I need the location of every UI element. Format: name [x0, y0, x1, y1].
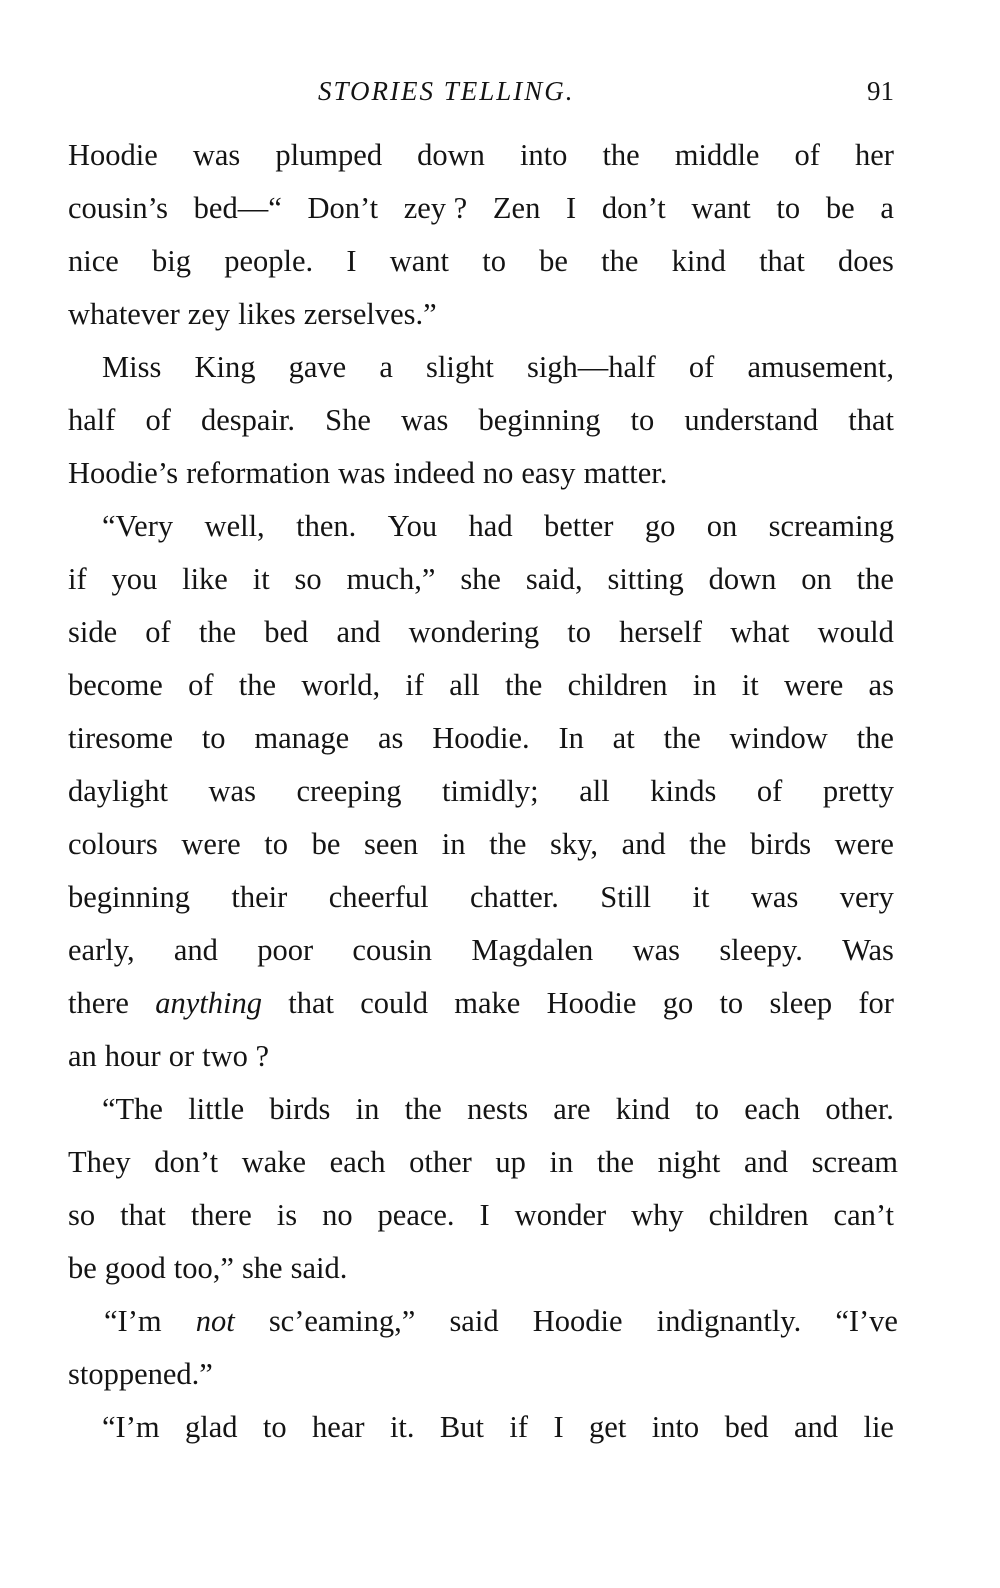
- word: all: [449, 668, 480, 702]
- word: “Very: [102, 509, 174, 543]
- text-line: [68, 668, 894, 708]
- word: could: [360, 986, 429, 1020]
- word: it: [692, 880, 710, 914]
- word: into: [651, 1410, 700, 1444]
- word: indeed: [393, 456, 475, 490]
- word: no: [482, 456, 514, 490]
- word: I: [479, 1198, 490, 1232]
- word: the: [663, 721, 701, 755]
- word: a: [379, 350, 393, 384]
- word: into: [519, 138, 568, 172]
- word: kind: [615, 1092, 670, 1126]
- word: each: [744, 1092, 801, 1126]
- word: bed: [724, 1410, 769, 1444]
- word: of: [188, 668, 214, 702]
- word: go: [644, 509, 676, 543]
- word: peace.: [377, 1198, 455, 1232]
- word: sitting: [607, 562, 684, 596]
- word: King: [194, 350, 256, 384]
- word: was: [192, 138, 241, 172]
- word: so: [294, 562, 322, 596]
- word: an: [68, 1039, 97, 1073]
- word: stoppened.”: [68, 1357, 213, 1391]
- word: had: [468, 509, 513, 543]
- word: that: [759, 244, 805, 278]
- word: to: [719, 986, 744, 1020]
- word: beginning: [478, 403, 601, 437]
- word: down: [417, 138, 485, 172]
- word: was: [338, 456, 386, 490]
- word: to: [567, 615, 591, 649]
- word: creeping: [296, 774, 402, 808]
- word: I: [553, 1410, 564, 1444]
- word: of: [145, 615, 171, 649]
- word: screaming: [768, 509, 894, 543]
- text-line: [102, 1410, 894, 1450]
- word: in: [692, 668, 717, 702]
- word: gave: [288, 350, 347, 384]
- word: little: [188, 1092, 245, 1126]
- word: why: [631, 1198, 684, 1232]
- word: the: [489, 827, 527, 861]
- word: Hoodie: [68, 138, 158, 172]
- word: want: [691, 191, 751, 225]
- word: so: [68, 1198, 96, 1232]
- word: seen: [363, 827, 419, 861]
- word: matter.: [583, 456, 668, 490]
- word: people.: [224, 244, 314, 278]
- word: wondering: [408, 615, 540, 649]
- word: reformation: [186, 456, 331, 490]
- text-line: [68, 138, 894, 178]
- word: poor: [257, 933, 314, 967]
- word: Still: [600, 880, 652, 914]
- word: go: [662, 986, 694, 1020]
- word: nice: [68, 244, 119, 278]
- word: understand: [684, 403, 819, 437]
- word: become: [68, 668, 163, 702]
- word: it.: [389, 1410, 415, 1444]
- word: is: [276, 1198, 298, 1232]
- word: was: [632, 933, 681, 967]
- word: manage: [254, 721, 350, 755]
- word: that: [848, 403, 894, 437]
- word: down: [708, 562, 777, 596]
- word: the: [404, 1092, 442, 1126]
- word: each: [329, 1145, 386, 1179]
- word: there: [190, 1198, 252, 1232]
- word: “The: [102, 1092, 163, 1126]
- word: on: [801, 562, 832, 596]
- word: on: [706, 509, 738, 543]
- word: was: [750, 880, 799, 914]
- word: for: [858, 986, 894, 1020]
- text-line: [68, 191, 894, 231]
- word: nests: [467, 1092, 529, 1126]
- word: the: [596, 1145, 635, 1179]
- word: hour: [104, 1039, 161, 1073]
- text-line: [68, 933, 894, 973]
- text-line: [68, 1145, 898, 1185]
- text-line: [68, 880, 894, 920]
- word: very: [839, 880, 894, 914]
- word: what: [730, 615, 790, 649]
- word: all: [579, 774, 610, 808]
- word: herself: [619, 615, 703, 649]
- word: well,: [204, 509, 265, 543]
- word: to: [262, 1410, 287, 1444]
- word: she: [241, 1251, 283, 1285]
- text-line: [68, 986, 894, 1026]
- word: if: [509, 1410, 529, 1444]
- word: plumped: [275, 138, 383, 172]
- word: make: [454, 986, 521, 1020]
- word: be: [68, 1251, 97, 1285]
- word: at: [612, 721, 635, 755]
- word: her: [855, 138, 894, 172]
- word: Was: [842, 933, 894, 967]
- word: world,: [301, 668, 381, 702]
- word: early,: [68, 933, 135, 967]
- word: the: [856, 562, 894, 596]
- text-line: [102, 509, 894, 549]
- word: was: [208, 774, 256, 808]
- word: scream: [811, 1145, 898, 1179]
- word: be: [311, 827, 341, 861]
- word: big: [152, 244, 191, 278]
- word: if: [405, 668, 425, 702]
- word: kinds: [650, 774, 717, 808]
- word: a: [880, 191, 894, 225]
- word: does: [838, 244, 894, 278]
- word: glad: [184, 1410, 238, 1444]
- word: despair.: [201, 403, 296, 437]
- word: other: [409, 1145, 472, 1179]
- word: said.: [290, 1251, 348, 1285]
- word: sleep: [769, 986, 833, 1020]
- word: bed: [264, 615, 309, 649]
- word: You: [387, 509, 438, 543]
- word: Hoodie: [546, 986, 637, 1020]
- word: too,”: [173, 1251, 234, 1285]
- word: the: [602, 138, 640, 172]
- word: Hoodie.: [432, 721, 530, 755]
- word: said,: [525, 562, 583, 596]
- word: “I’m: [102, 1410, 160, 1444]
- word: birds: [750, 827, 812, 861]
- word: their: [231, 880, 288, 914]
- word: cheerful: [328, 880, 429, 914]
- word: kind: [671, 244, 726, 278]
- word: then.: [296, 509, 357, 543]
- word: Zen: [492, 191, 541, 225]
- running-title: STORIES TELLING.: [318, 76, 575, 106]
- word: if: [68, 562, 87, 596]
- word: Don’t: [307, 191, 379, 225]
- word: good: [104, 1251, 166, 1285]
- word: wonder: [514, 1198, 607, 1232]
- word: zey ?: [403, 191, 468, 225]
- word: the: [689, 827, 727, 861]
- text-line: [68, 244, 894, 284]
- word: easy: [521, 456, 576, 490]
- word: beginning: [68, 880, 190, 914]
- word: you: [111, 562, 158, 596]
- word: tiresome: [68, 721, 174, 755]
- word: the: [198, 615, 237, 649]
- text-line: [68, 1357, 894, 1397]
- word: Magdalen: [471, 933, 594, 967]
- text-line: [68, 456, 894, 496]
- word: In: [558, 721, 584, 755]
- word: “I’ve: [835, 1304, 898, 1338]
- word: there: [68, 986, 129, 1020]
- word: in: [549, 1145, 574, 1179]
- word: or: [168, 1039, 195, 1073]
- word: get: [589, 1410, 627, 1444]
- word: sleepy.: [719, 933, 803, 967]
- word: no: [322, 1198, 353, 1232]
- word: two ?: [202, 1039, 270, 1073]
- word: Hoodie’s: [68, 456, 179, 490]
- word: to: [201, 721, 226, 755]
- word: children: [567, 668, 668, 702]
- word: sc’eaming,”: [268, 1304, 416, 1338]
- text-line: [68, 721, 894, 761]
- word: Hoodie: [532, 1304, 623, 1338]
- word: slight: [426, 350, 494, 384]
- text-line: [102, 350, 894, 390]
- word: I: [566, 191, 577, 225]
- word: in: [355, 1092, 380, 1126]
- word: it: [741, 668, 759, 702]
- word: Miss: [102, 350, 162, 384]
- word: and: [621, 827, 666, 861]
- word: night: [657, 1145, 721, 1179]
- text-line: [102, 1092, 894, 1132]
- word: don’t: [601, 191, 666, 225]
- word: zey: [187, 297, 231, 331]
- word: not: [195, 1304, 235, 1338]
- word: But: [439, 1410, 484, 1444]
- word: the: [238, 668, 277, 702]
- word: pretty: [822, 774, 894, 808]
- word: to: [264, 827, 288, 861]
- running-head: [68, 76, 894, 116]
- word: sigh—half: [526, 350, 656, 384]
- text-line: [68, 297, 894, 337]
- word: to: [630, 403, 655, 437]
- text-line: [68, 1198, 894, 1238]
- word: middle: [674, 138, 760, 172]
- word: want: [389, 244, 450, 278]
- word: can’t: [833, 1198, 894, 1232]
- word: chatter.: [469, 880, 559, 914]
- word: I: [346, 244, 357, 278]
- word: colours: [68, 827, 158, 861]
- word: of: [145, 403, 171, 437]
- word: children: [708, 1198, 809, 1232]
- page-number: 91: [867, 76, 894, 106]
- word: They: [68, 1145, 131, 1179]
- word: are: [553, 1092, 591, 1126]
- word: of: [756, 774, 783, 808]
- word: it: [252, 562, 270, 596]
- word: were: [834, 827, 894, 861]
- word: the: [856, 721, 894, 755]
- word: wake: [241, 1145, 307, 1179]
- word: don’t: [154, 1145, 219, 1179]
- word: birds: [269, 1092, 331, 1126]
- word: that: [288, 986, 334, 1020]
- word: half: [68, 403, 116, 437]
- word: as: [378, 721, 404, 755]
- word: said: [449, 1304, 499, 1338]
- text-line: [68, 1251, 894, 1291]
- word: zerselves.”: [303, 297, 437, 331]
- word: window: [729, 721, 828, 755]
- word: be: [825, 191, 855, 225]
- word: to: [776, 191, 801, 225]
- word: like: [182, 562, 228, 596]
- word: the: [505, 668, 543, 702]
- word: and: [336, 615, 381, 649]
- word: would: [817, 615, 894, 649]
- word: “I’m: [104, 1304, 162, 1338]
- text-line: [68, 1039, 894, 1079]
- text-line: [68, 774, 894, 814]
- word: were: [784, 668, 844, 702]
- text-line: [104, 1304, 898, 1344]
- word: bed—“: [193, 191, 282, 225]
- word: side: [68, 615, 118, 649]
- word: of: [688, 350, 715, 384]
- text-line: [68, 827, 894, 867]
- word: anything: [155, 986, 262, 1020]
- word: she: [460, 562, 501, 596]
- word: likes: [238, 297, 296, 331]
- word: to: [482, 244, 506, 278]
- word: timidly;: [442, 774, 539, 808]
- word: cousin’s: [68, 191, 168, 225]
- word: She: [325, 403, 371, 437]
- word: and: [794, 1410, 839, 1444]
- word: that: [120, 1198, 166, 1232]
- word: much,”: [346, 562, 436, 596]
- word: be: [539, 244, 568, 278]
- word: cousin: [352, 933, 433, 967]
- word: up: [495, 1145, 526, 1179]
- text-line: [68, 562, 894, 602]
- word: lie: [863, 1410, 894, 1444]
- word: hear: [312, 1410, 365, 1444]
- word: and: [173, 933, 218, 967]
- word: other.: [825, 1092, 894, 1126]
- word: better: [543, 509, 614, 543]
- word: in: [441, 827, 466, 861]
- word: as: [868, 668, 894, 702]
- word: was: [400, 403, 449, 437]
- word: amusement,: [747, 350, 894, 384]
- word: whatever: [68, 297, 180, 331]
- word: of: [794, 138, 820, 172]
- word: daylight: [68, 774, 168, 808]
- word: sky,: [549, 827, 598, 861]
- word: to: [695, 1092, 719, 1126]
- word: and: [743, 1145, 789, 1179]
- word: were: [181, 827, 241, 861]
- text-line: [68, 615, 894, 655]
- word: indignantly.: [656, 1304, 802, 1338]
- text-line: [68, 403, 894, 443]
- word: the: [601, 244, 639, 278]
